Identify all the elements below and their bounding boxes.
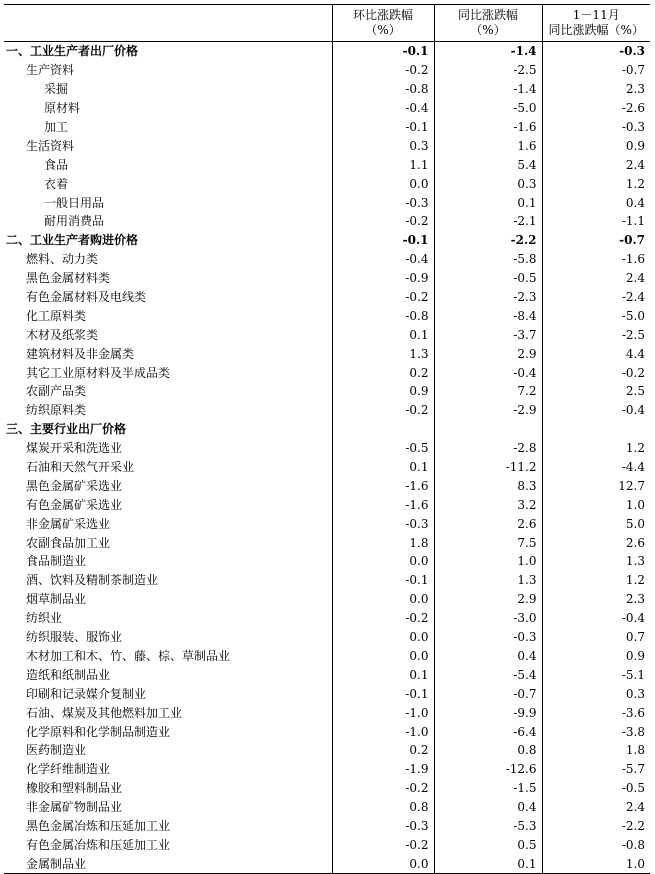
row-yoy-value: -3.7 xyxy=(434,325,542,344)
row-item-name: 烟草制品业 xyxy=(26,592,87,607)
row-mom-value: 0.1 xyxy=(332,665,434,684)
row-mom-value: -0.2 xyxy=(332,401,434,420)
row-mom-value: -0.3 xyxy=(332,817,434,836)
row-ytd-value: -3.8 xyxy=(542,722,650,741)
row-ytd-value: -0.4 xyxy=(542,401,650,420)
row-mom-value: 0.8 xyxy=(332,798,434,817)
row-mom-value: -1.0 xyxy=(332,703,434,722)
row-mom-value: -1.6 xyxy=(332,495,434,514)
table-row xyxy=(4,99,650,118)
row-item-name: 原材料 xyxy=(44,101,81,116)
table-row xyxy=(4,476,650,495)
row-ytd-value: 0.9 xyxy=(542,647,650,666)
row-mom-value: 0.1 xyxy=(332,325,434,344)
row-item-name: 非金属矿物制品业 xyxy=(26,800,123,815)
row-item-name: 医药制造业 xyxy=(26,743,87,758)
table-row xyxy=(4,817,650,836)
row-ytd-value: 2.4 xyxy=(542,269,650,288)
row-item-name: 食品 xyxy=(44,157,69,172)
row-mom-value: 0.0 xyxy=(332,174,434,193)
table-row xyxy=(4,288,650,307)
row-ytd-value: 0.3 xyxy=(542,684,650,703)
row-item-name: 加工 xyxy=(44,120,69,134)
row-yoy-value: -8.4 xyxy=(434,306,542,325)
row-yoy-value: -0.5 xyxy=(434,269,542,288)
row-item-name: 建筑材料及非金属类 xyxy=(26,346,135,361)
price-index-table xyxy=(4,4,650,874)
row-mom-value: 0.0 xyxy=(332,647,434,666)
row-mom-value: -0.3 xyxy=(332,514,434,533)
row-item-name: 化学原料和化学制品制造业 xyxy=(26,724,171,739)
table-body xyxy=(4,42,650,874)
row-yoy-value: 7.2 xyxy=(434,382,542,401)
row-yoy-value: -5.0 xyxy=(434,99,542,118)
table-row xyxy=(4,514,650,533)
header-ytd-line1: 1－11月 xyxy=(572,8,620,22)
table-row xyxy=(4,231,650,250)
row-mom-value: 0.0 xyxy=(332,628,434,647)
row-ytd-value: -0.3 xyxy=(542,118,650,137)
row-ytd-value: 1.2 xyxy=(542,571,650,590)
row-ytd-value: -5.0 xyxy=(542,306,650,325)
row-mom-value: 1.3 xyxy=(332,344,434,363)
row-item-name: 造纸和纸制品业 xyxy=(26,667,111,682)
row-item-name: 采掘 xyxy=(44,82,69,97)
row-item-name: 印刷和记录媒介复制业 xyxy=(26,686,147,701)
row-yoy-value: 0.8 xyxy=(434,741,542,760)
row-item-name: 一般日用品 xyxy=(44,195,105,210)
table-row xyxy=(4,495,650,514)
row-item-name: 黑色金属矿采选业 xyxy=(26,478,123,493)
row-ytd-value: 1.3 xyxy=(542,552,650,571)
row-yoy-value: -1.4 xyxy=(434,42,542,61)
row-ytd-value xyxy=(542,420,650,439)
row-yoy-value: -0.4 xyxy=(434,363,542,382)
row-ytd-value: 1.0 xyxy=(542,854,650,873)
row-yoy-value: 8.3 xyxy=(434,476,542,495)
row-ytd-value: 2.3 xyxy=(542,590,650,609)
row-ytd-value: -0.7 xyxy=(542,231,650,250)
row-ytd-value: -0.4 xyxy=(542,609,650,628)
row-item-name: 酒、饮料及精制茶制造业 xyxy=(26,573,159,588)
row-item-name: 有色金属矿采选业 xyxy=(26,497,123,512)
row-ytd-value: -1.1 xyxy=(542,212,650,231)
row-mom-value: -0.9 xyxy=(332,269,434,288)
table-row xyxy=(4,363,650,382)
row-item-name: 衣着 xyxy=(44,176,69,191)
row-ytd-value: 2.5 xyxy=(542,382,650,401)
row-yoy-value: -5.8 xyxy=(434,250,542,269)
row-yoy-value: 3.2 xyxy=(434,495,542,514)
row-item-name: 生产资料 xyxy=(26,63,75,78)
table-row xyxy=(4,665,650,684)
row-item-name: 黑色金属冶炼和压延加工业 xyxy=(26,818,171,833)
row-item-name: 纺织业 xyxy=(26,611,63,626)
table-row xyxy=(4,533,650,552)
row-item-name: 食品制造业 xyxy=(26,554,87,569)
row-mom-value: -0.2 xyxy=(332,609,434,628)
table-row xyxy=(4,552,650,571)
row-item-name: 非金属矿采选业 xyxy=(26,516,111,531)
row-item-name: 橡胶和塑料制品业 xyxy=(26,781,123,796)
row-item-name: 有色金属冶炼和压延加工业 xyxy=(26,837,171,852)
table-header xyxy=(4,5,650,42)
table-row xyxy=(4,174,650,193)
row-ytd-value: -0.3 xyxy=(542,42,650,61)
row-mom-value: 0.2 xyxy=(332,363,434,382)
row-mom-value: -0.2 xyxy=(332,835,434,854)
row-yoy-value: -0.3 xyxy=(434,628,542,647)
row-item-name: 黑色金属材料类 xyxy=(26,271,111,286)
table-row xyxy=(4,703,650,722)
row-mom-value: -0.3 xyxy=(332,193,434,212)
row-mom-value: -1.6 xyxy=(332,476,434,495)
row-ytd-value: 1.8 xyxy=(542,741,650,760)
row-yoy-value: -1.6 xyxy=(434,118,542,137)
row-ytd-value: 2.3 xyxy=(542,80,650,99)
row-item-name: 一、工业生产者出厂价格 xyxy=(6,44,139,59)
table-row xyxy=(4,741,650,760)
table-row xyxy=(4,212,650,231)
row-ytd-value: -2.2 xyxy=(542,817,650,836)
table-row xyxy=(4,80,650,99)
row-item-name: 化学纤维制造业 xyxy=(26,762,111,777)
row-mom-value: 0.2 xyxy=(332,741,434,760)
row-ytd-value: -5.1 xyxy=(542,665,650,684)
header-yoy-line2: （%） xyxy=(470,23,506,37)
row-yoy-value: 1.0 xyxy=(434,552,542,571)
row-mom-value: 0.0 xyxy=(332,552,434,571)
row-yoy-value: 2.9 xyxy=(434,590,542,609)
row-ytd-value: 0.9 xyxy=(542,136,650,155)
row-mom-value: -0.2 xyxy=(332,779,434,798)
row-yoy-value: 1.6 xyxy=(434,136,542,155)
row-item-name: 纺织原料类 xyxy=(26,403,87,418)
row-mom-value: -0.2 xyxy=(332,288,434,307)
row-ytd-value: 2.4 xyxy=(542,798,650,817)
row-yoy-value: -5.4 xyxy=(434,665,542,684)
table-row xyxy=(4,420,650,439)
header-ytd xyxy=(542,5,650,42)
row-item-name: 木材加工和木、竹、藤、棕、草制品业 xyxy=(26,648,231,663)
row-item-name: 石油、煤炭及其他燃料加工业 xyxy=(26,705,183,720)
row-item-name: 耐用消费品 xyxy=(44,214,105,229)
table-row xyxy=(4,590,650,609)
row-ytd-value: 1.2 xyxy=(542,439,650,458)
row-item-name: 石油和天然气开采业 xyxy=(26,460,135,475)
row-ytd-value: 4.4 xyxy=(542,344,650,363)
row-mom-value: -0.4 xyxy=(332,250,434,269)
row-mom-value: 0.1 xyxy=(332,458,434,477)
table-row xyxy=(4,306,650,325)
row-item-name: 二、工业生产者购进价格 xyxy=(6,233,139,248)
row-yoy-value: 2.6 xyxy=(434,514,542,533)
row-mom-value: 0.0 xyxy=(332,854,434,873)
row-mom-value: -0.8 xyxy=(332,306,434,325)
row-item-name: 生活资料 xyxy=(26,138,75,153)
row-ytd-value: -3.6 xyxy=(542,703,650,722)
row-yoy-value: -0.7 xyxy=(434,684,542,703)
row-item-name: 三、主要行业出厂价格 xyxy=(6,422,127,437)
row-yoy-value: -2.3 xyxy=(434,288,542,307)
row-item-name: 农副产品类 xyxy=(26,384,87,399)
table-row xyxy=(4,722,650,741)
table-row xyxy=(4,628,650,647)
table-row xyxy=(4,250,650,269)
row-ytd-value: -1.6 xyxy=(542,250,650,269)
table-row xyxy=(4,42,650,61)
row-mom-value: -0.4 xyxy=(332,99,434,118)
row-mom-value: -1.0 xyxy=(332,722,434,741)
table-row xyxy=(4,325,650,344)
row-yoy-value xyxy=(434,420,542,439)
row-mom-value: 1.8 xyxy=(332,533,434,552)
row-item-name: 木材及纸浆类 xyxy=(26,327,99,342)
row-ytd-value: 1.2 xyxy=(542,174,650,193)
row-yoy-value: -2.2 xyxy=(434,231,542,250)
row-mom-value: 0.3 xyxy=(332,136,434,155)
table-row xyxy=(4,647,650,666)
row-mom-value: -0.5 xyxy=(332,439,434,458)
header-item-name xyxy=(4,5,332,42)
row-mom-value: -0.1 xyxy=(332,118,434,137)
row-yoy-value: -11.2 xyxy=(434,458,542,477)
header-mom-line2: （%） xyxy=(365,23,401,37)
table-row xyxy=(4,401,650,420)
row-ytd-value: -0.7 xyxy=(542,61,650,80)
row-item-name: 煤炭开采和洗选业 xyxy=(26,441,123,456)
row-ytd-value: -5.7 xyxy=(542,760,650,779)
row-yoy-value: 5.4 xyxy=(434,155,542,174)
row-ytd-value: 2.6 xyxy=(542,533,650,552)
row-yoy-value: -2.1 xyxy=(434,212,542,231)
row-mom-value: -0.1 xyxy=(332,684,434,703)
row-item-name: 农副食品加工业 xyxy=(26,535,111,550)
row-yoy-value: -12.6 xyxy=(434,760,542,779)
row-item-name: 其它工业原材料及半成品类 xyxy=(26,365,171,380)
row-item-name: 纺织服装、服饰业 xyxy=(26,630,123,645)
row-yoy-value: -3.0 xyxy=(434,609,542,628)
table-row xyxy=(4,609,650,628)
row-mom-value: -0.1 xyxy=(332,42,434,61)
row-yoy-value: -6.4 xyxy=(434,722,542,741)
row-item-name: 燃料、动力类 xyxy=(26,252,99,267)
row-ytd-value: 0.7 xyxy=(542,628,650,647)
table-row xyxy=(4,798,650,817)
row-yoy-value: -9.9 xyxy=(434,703,542,722)
row-yoy-value: 0.4 xyxy=(434,798,542,817)
row-item-name: 金属制品业 xyxy=(4,854,332,873)
row-yoy-value: 0.3 xyxy=(434,174,542,193)
table-row xyxy=(4,779,650,798)
row-ytd-value: 5.0 xyxy=(542,514,650,533)
row-mom-value: -0.1 xyxy=(332,571,434,590)
table-row xyxy=(4,760,650,779)
row-ytd-value: -2.4 xyxy=(542,288,650,307)
row-mom-value: -0.2 xyxy=(332,212,434,231)
table-row xyxy=(4,382,650,401)
table-row xyxy=(4,458,650,477)
row-mom-value: -0.1 xyxy=(332,231,434,250)
header-ytd-line2: 同比涨跌幅（%） xyxy=(548,23,644,37)
row-ytd-value: -0.5 xyxy=(542,779,650,798)
table-row xyxy=(4,118,650,137)
header-yoy-line1: 同比涨跌幅 xyxy=(457,8,518,22)
row-ytd-value: -0.8 xyxy=(542,835,650,854)
header-mom xyxy=(332,5,434,42)
row-yoy-value: 0.5 xyxy=(434,835,542,854)
row-item-name: 有色金属材料及电线类 xyxy=(26,290,147,305)
row-mom-value xyxy=(332,420,434,439)
table-row xyxy=(4,155,650,174)
row-ytd-value: -0.2 xyxy=(542,363,650,382)
row-ytd-value: -2.5 xyxy=(542,325,650,344)
row-mom-value: -0.2 xyxy=(332,61,434,80)
row-yoy-value: -2.9 xyxy=(434,401,542,420)
table-row xyxy=(4,136,650,155)
row-mom-value: 1.1 xyxy=(332,155,434,174)
table-row xyxy=(4,61,650,80)
row-yoy-value: -1.4 xyxy=(434,80,542,99)
row-yoy-value: 1.3 xyxy=(434,571,542,590)
row-mom-value: 0.0 xyxy=(332,590,434,609)
row-ytd-value: -2.6 xyxy=(542,99,650,118)
table-row xyxy=(4,684,650,703)
row-mom-value: -0.8 xyxy=(332,80,434,99)
row-ytd-value: 1.0 xyxy=(542,495,650,514)
table-row xyxy=(4,571,650,590)
header-mom-line1: 环比涨跌幅 xyxy=(352,8,413,22)
row-ytd-value: 2.4 xyxy=(542,155,650,174)
table-row xyxy=(4,344,650,363)
table-row xyxy=(4,835,650,854)
row-item-name: 化工原料类 xyxy=(26,308,87,323)
row-yoy-value: 7.5 xyxy=(434,533,542,552)
row-yoy-value: 2.9 xyxy=(434,344,542,363)
row-ytd-value: -4.4 xyxy=(542,458,650,477)
header-yoy xyxy=(434,5,542,42)
row-ytd-value: 0.4 xyxy=(542,193,650,212)
row-yoy-value: 0.1 xyxy=(434,193,542,212)
table-row xyxy=(4,193,650,212)
row-yoy-value: -5.3 xyxy=(434,817,542,836)
row-mom-value: -1.9 xyxy=(332,760,434,779)
row-ytd-value: 12.7 xyxy=(542,476,650,495)
row-yoy-value: 0.1 xyxy=(434,854,542,873)
row-mom-value: 0.9 xyxy=(332,382,434,401)
row-yoy-value: -2.8 xyxy=(434,439,542,458)
row-yoy-value: 0.4 xyxy=(434,647,542,666)
row-yoy-value: -2.5 xyxy=(434,61,542,80)
row-yoy-value: -1.5 xyxy=(434,779,542,798)
table-row xyxy=(4,269,650,288)
table-row xyxy=(4,439,650,458)
